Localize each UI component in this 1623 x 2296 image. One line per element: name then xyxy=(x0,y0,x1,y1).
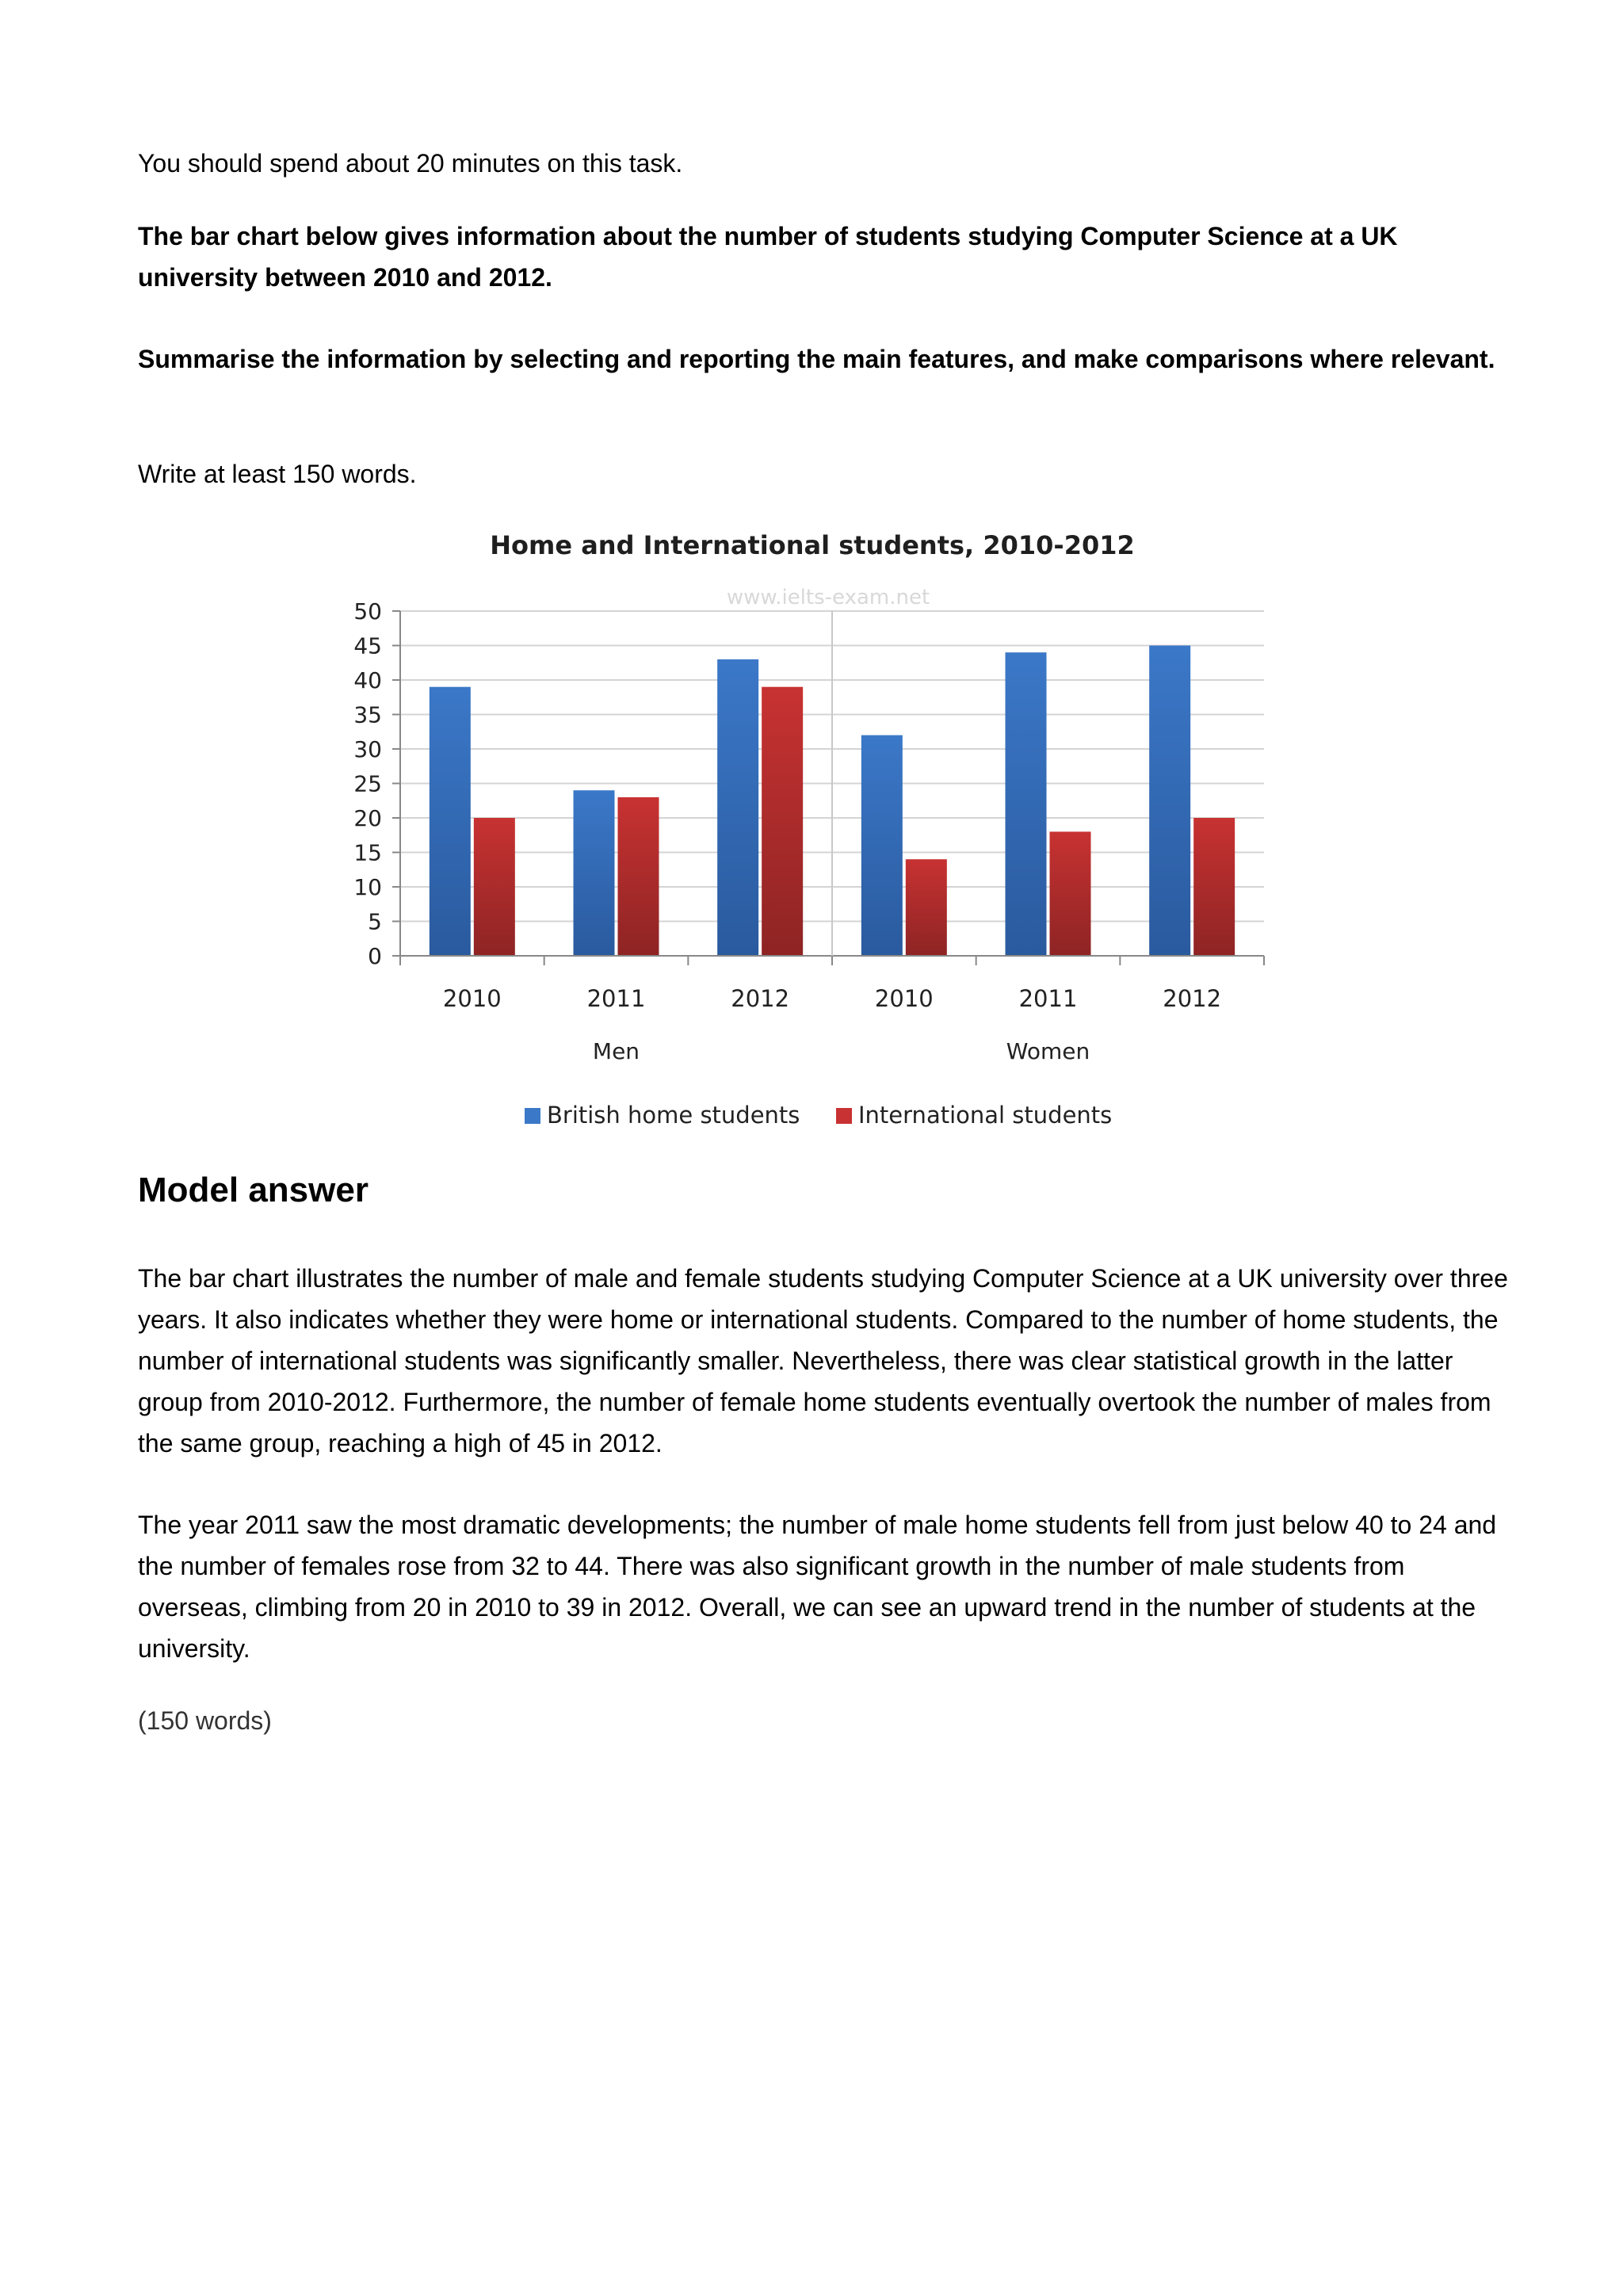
bar-international xyxy=(618,797,659,956)
legend-swatch xyxy=(836,1108,852,1124)
y-tick-label: 20 xyxy=(353,805,382,831)
x-tick-label: 2011 xyxy=(1018,985,1078,1012)
chart-title: Home and International students, 2010-2012 xyxy=(490,530,1135,560)
group-label: Women xyxy=(1006,1038,1090,1064)
bar-home xyxy=(717,659,758,956)
bar-home xyxy=(574,790,615,956)
bar-home xyxy=(430,687,471,956)
task-prompt: The bar chart below gives information about the number of students studying Computer Science at a UK university between 2010 and 2012. xyxy=(138,222,1398,292)
group-label: Men xyxy=(592,1038,640,1064)
y-tick-label: 35 xyxy=(353,701,382,728)
y-tick-label: 40 xyxy=(353,667,382,693)
bar-chart xyxy=(317,515,1308,1141)
task-summarise: Summarise the information by selecting and reporting the main features, and make comparisons where relevant. xyxy=(138,345,1495,373)
legend-label: International students xyxy=(858,1102,1113,1129)
y-tick-label: 10 xyxy=(353,874,382,900)
x-tick-label: 2012 xyxy=(1163,985,1222,1012)
bar-international xyxy=(906,859,947,956)
legend-label: British home students xyxy=(547,1102,800,1129)
x-tick-label: 2012 xyxy=(731,985,790,1012)
y-tick-label: 15 xyxy=(353,839,382,866)
x-tick-label: 2010 xyxy=(874,985,934,1012)
bar-international xyxy=(1050,831,1091,956)
chart-watermark: www.ielts-exam.net xyxy=(726,586,930,609)
y-tick-label: 30 xyxy=(353,736,382,762)
model-answer-heading: Model answer xyxy=(138,1171,369,1209)
answer-paragraph-2: The year 2011 saw the most dramatic developments; the number of male home students fell from just below 40 to 24 and the number of females rose from 32 to 44. There was also significant growth in the number of male students from overseas, climbing from 20 in 2010 to 39 in 2012. Overall, we can see an upward trend in the number of students at the university. xyxy=(138,1511,1497,1663)
y-tick-label: 0 xyxy=(368,943,382,969)
task-instruction: You should spend about 20 minutes on this task. xyxy=(138,149,683,178)
answer-paragraph-1: The bar chart illustrates the number of male and female students studying Computer Science at a UK university over three years. It also indicates whether they were home or international students. Compared to the number of home students, the number of international students was significantly smaller. Nevertheless, there was clear statistical growth in the latter group from 2010-2012. Furthermore, the number of female home students eventually overtook the number of males from the same group, reaching a high of 45 in 2012. xyxy=(138,1264,1508,1457)
legend-swatch xyxy=(525,1108,540,1124)
bar-international xyxy=(762,687,803,956)
y-tick-label: 45 xyxy=(353,632,382,659)
y-tick-label: 25 xyxy=(353,770,382,797)
bar-home xyxy=(861,735,903,956)
task-word-count: Write at least 150 words. xyxy=(138,460,417,488)
bar-international xyxy=(474,818,515,956)
answer-word-total: (150 words) xyxy=(138,1706,272,1735)
y-tick-label: 50 xyxy=(353,598,382,625)
y-tick-label: 5 xyxy=(368,908,382,935)
x-tick-label: 2011 xyxy=(586,985,646,1012)
bar-home xyxy=(1149,646,1190,957)
bar-international xyxy=(1193,818,1235,956)
x-tick-label: 2010 xyxy=(442,985,502,1012)
bar-home xyxy=(1006,652,1047,956)
